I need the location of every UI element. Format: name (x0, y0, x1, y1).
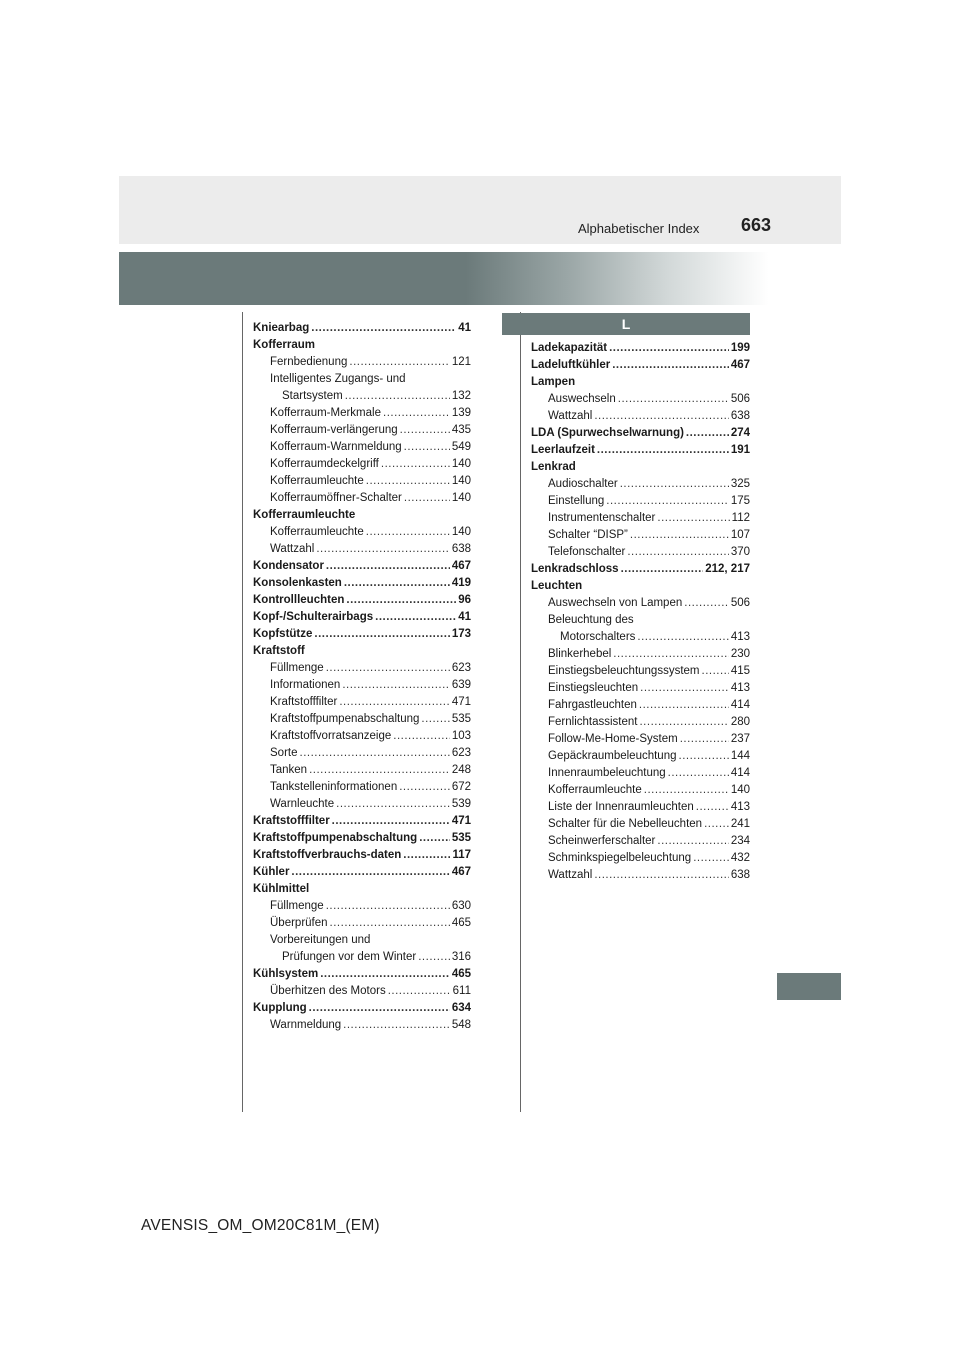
index-entry (253, 592, 471, 609)
entry-term: Einstiegsleuchten (548, 682, 639, 694)
entry-term: Kofferraum-Warnmeldung (270, 441, 402, 453)
entry-term: Liste der Innenraumleuchten (548, 801, 694, 813)
entry-term: Kondensator (253, 560, 324, 572)
entry-term: Kofferraumöffner-Schalter (270, 492, 402, 504)
entry-page-link[interactable]: 639 (451, 679, 471, 691)
dot-leader (612, 357, 729, 374)
dot-leader (291, 864, 449, 881)
dot-leader (620, 476, 729, 493)
index-entry (253, 609, 471, 626)
dot-leader (339, 694, 449, 711)
dot-leader (644, 782, 729, 799)
dot-leader (597, 442, 729, 459)
index-entry (253, 320, 471, 337)
index-entry (531, 544, 750, 561)
index-entry (253, 762, 471, 779)
entry-page-link[interactable]: 471 (451, 696, 471, 708)
entry-term: Gepäckraumbeleuchtung (548, 750, 677, 762)
entry-page-link[interactable]: 316 (451, 951, 471, 963)
entry-page-link[interactable]: 121 (451, 356, 471, 368)
entry-term: Intelligentes Zugangs- und (270, 373, 406, 385)
index-entry (531, 850, 750, 867)
index-entry (253, 966, 471, 983)
entry-page-link[interactable]: 280 (730, 716, 750, 728)
index-entry (253, 337, 471, 354)
index-entry (253, 694, 471, 711)
entry-page-link[interactable]: 638 (451, 543, 471, 555)
dot-leader (419, 830, 450, 847)
entry-term: Kühler (253, 866, 290, 878)
entry-term: Kraftstofffilter (270, 696, 338, 708)
entry-term: Kraftstoffvorratsanzeige (270, 730, 392, 742)
index-entry (253, 728, 471, 745)
dot-leader (400, 422, 450, 439)
entry-page-link[interactable]: 413 (730, 801, 750, 813)
entry-page-link[interactable]: 432 (730, 852, 750, 864)
dot-leader (679, 748, 729, 765)
index-entry (253, 388, 471, 405)
entry-page-link[interactable]: 325 (730, 478, 750, 490)
column-divider-left (242, 312, 243, 1112)
column-divider-middle (520, 312, 521, 1112)
entry-page-link[interactable]: 237 (730, 733, 750, 745)
dot-leader (320, 966, 450, 983)
index-entry (531, 748, 750, 765)
index-entry (253, 1017, 471, 1034)
entry-page-link[interactable]: 173 (451, 628, 471, 640)
entry-page-link[interactable]: 419 (451, 577, 471, 589)
index-entry (531, 867, 750, 884)
index-entry (253, 643, 471, 660)
entry-page-link[interactable]: 96 (458, 594, 471, 606)
entry-term: Tanken (270, 764, 308, 776)
dot-leader (314, 626, 449, 643)
index-entry (531, 442, 750, 459)
entry-term: Fernbedienung (270, 356, 348, 368)
index-entry (253, 847, 471, 864)
index-entry (531, 391, 750, 408)
entry-term: Informationen (270, 679, 341, 691)
dot-leader (621, 561, 704, 578)
index-entry (531, 493, 750, 510)
entry-term: Kopfstütze (253, 628, 313, 640)
index-entry (253, 541, 471, 558)
dot-leader (640, 680, 729, 697)
entry-term: Follow-Me-Home-System (548, 733, 678, 745)
dot-leader (657, 510, 729, 527)
dot-leader (343, 1017, 450, 1034)
entry-page-link[interactable]: 140 (451, 475, 471, 487)
index-entry (253, 711, 471, 728)
dot-leader (375, 609, 456, 626)
entry-page-link[interactable]: 638 (730, 410, 750, 422)
entry-page-link[interactable]: 467 (730, 359, 750, 371)
entry-term: Fahrgastleuchten (548, 699, 637, 711)
entry-term: Einstellung (548, 495, 605, 507)
dot-leader (326, 558, 450, 575)
entry-term: Wattzahl (548, 410, 593, 422)
entry-page-link[interactable]: 103 (451, 730, 471, 742)
entry-term: Instrumentenschalter (548, 512, 656, 524)
index-entry (253, 575, 471, 592)
entry-term: Schminkspiegelbeleuchtung (548, 852, 692, 864)
entry-page-link[interactable]: 41 (458, 322, 471, 334)
index-entry (531, 408, 750, 425)
entry-page-link[interactable]: 535 (451, 832, 471, 844)
index-entry (253, 745, 471, 762)
index-entry (531, 357, 750, 374)
entry-term: Füllmenge (270, 662, 324, 674)
dot-leader (404, 439, 450, 456)
dot-leader (342, 677, 449, 694)
entry-page-link[interactable]: 241 (730, 818, 750, 830)
entry-term: Schalter “DISP” (548, 529, 628, 541)
index-entry (253, 660, 471, 677)
dot-leader (704, 816, 729, 833)
index-entry (531, 697, 750, 714)
dot-leader (366, 524, 450, 541)
entry-page-link[interactable]: 465 (451, 968, 471, 980)
entry-term: Motorschalters (560, 631, 636, 643)
entry-term: Warnleuchte (270, 798, 335, 810)
index-entry (253, 864, 471, 881)
dot-leader (366, 473, 450, 490)
dot-leader (393, 728, 450, 745)
index-entry (253, 626, 471, 643)
index-entry (253, 813, 471, 830)
entry-term: Scheinwerferschalter (548, 835, 656, 847)
entry-page-link[interactable]: 234 (730, 835, 750, 847)
thumb-index-tab[interactable] (777, 973, 841, 1000)
entry-term: Auswechseln (548, 393, 616, 405)
index-column-left (253, 320, 471, 1034)
entry-term: Überprüfen (270, 917, 328, 929)
entry-term: Fernlichtassistent (548, 716, 638, 728)
entry-page-link[interactable]: 144 (730, 750, 750, 762)
entry-term: Startsystem (282, 390, 343, 402)
entry-page-link[interactable]: 535 (451, 713, 471, 725)
index-entry (253, 677, 471, 694)
dot-leader (418, 949, 450, 966)
entry-term: Leuchten (531, 580, 583, 592)
index-entry (531, 765, 750, 782)
entry-term: Prüfungen vor dem Winter (282, 951, 417, 963)
entry-term: Lampen (531, 376, 576, 388)
dot-leader (349, 354, 449, 371)
index-column-right (531, 340, 750, 884)
index-entry (531, 663, 750, 680)
index-entry (531, 680, 750, 697)
header-bar (119, 176, 841, 244)
dot-leader (403, 847, 450, 864)
index-entry (531, 578, 750, 595)
entry-page-link[interactable]: 548 (451, 1019, 471, 1031)
index-entry (253, 354, 471, 371)
entry-term: Kontrollleuchten (253, 594, 345, 606)
entry-term: Leerlaufzeit (531, 444, 595, 456)
index-entry (531, 340, 750, 357)
entry-term: Warnmeldung (270, 1019, 342, 1031)
index-entry (253, 830, 471, 847)
entry-term: Kraftstofffilter (253, 815, 330, 827)
entry-page-link[interactable]: 191 (730, 444, 750, 456)
index-entry (253, 490, 471, 507)
entry-term: Kühlsystem (253, 968, 319, 980)
dot-leader (332, 813, 450, 830)
entry-term: Kofferraum-verlängerung (270, 424, 398, 436)
dot-leader (326, 660, 450, 677)
entry-page-link[interactable]: 132 (451, 390, 471, 402)
entry-term: Vorbereitungen und (270, 934, 371, 946)
dot-leader (637, 629, 728, 646)
entry-term: Blinkerhebel (548, 648, 612, 660)
dot-leader (684, 595, 729, 612)
entry-page-link[interactable]: 435 (451, 424, 471, 436)
entry-term: Schalter für die Nebelleuchten (548, 818, 703, 830)
entry-term: Ladekapazität (531, 342, 608, 354)
entry-term: Kraftstoffverbrauchs-daten (253, 849, 402, 861)
dot-leader (613, 646, 729, 663)
index-entry (531, 731, 750, 748)
entry-term: Kofferraumleuchte (548, 784, 642, 796)
index-entry (253, 779, 471, 796)
entry-page-link[interactable]: 139 (451, 407, 471, 419)
entry-page-link[interactable]: 471 (451, 815, 471, 827)
entry-page-link[interactable]: 465 (451, 917, 471, 929)
index-entry (531, 612, 750, 629)
entry-page-link[interactable]: 117 (452, 849, 471, 861)
dot-leader (594, 867, 729, 884)
index-entry (253, 524, 471, 541)
dot-leader (383, 405, 450, 422)
entry-page-link[interactable]: 467 (451, 866, 471, 878)
index-entry (531, 510, 750, 527)
dot-leader (421, 711, 449, 728)
index-entry (531, 629, 750, 646)
dot-leader (388, 983, 451, 1000)
dot-leader (686, 425, 729, 442)
entry-term: Lenkrad (531, 461, 576, 473)
entry-page-link[interactable]: 41 (458, 611, 471, 623)
index-entry (253, 507, 471, 524)
entry-term: Kopf-/Schulterairbags (253, 611, 374, 623)
dot-leader (300, 745, 450, 762)
entry-term: Einstiegsbeleuchtungssystem (548, 665, 700, 677)
entry-page-link[interactable]: 230 (730, 648, 750, 660)
index-entry (253, 456, 471, 473)
entry-page-link[interactable]: 611 (452, 985, 471, 997)
dot-leader (627, 544, 728, 561)
entry-page-link[interactable]: 467 (451, 560, 471, 572)
index-entry (531, 527, 750, 544)
entry-page-link[interactable]: 623 (451, 747, 471, 759)
dot-leader (399, 779, 450, 796)
entry-term: Kofferraumdeckelgriff (270, 458, 379, 470)
entry-page-link[interactable]: 107 (730, 529, 750, 541)
dot-leader (668, 765, 729, 782)
dot-leader (346, 592, 456, 609)
index-entry (253, 949, 471, 966)
entry-page-link[interactable]: 634 (451, 1002, 471, 1014)
index-entry (253, 932, 471, 949)
dot-leader (696, 799, 729, 816)
index-entry (253, 881, 471, 898)
entry-term: Auswechseln von Lampen (548, 597, 683, 609)
dot-leader (309, 1000, 450, 1017)
index-entry (531, 459, 750, 476)
index-entry (531, 833, 750, 850)
dot-leader (693, 850, 729, 867)
index-entry (253, 915, 471, 932)
entry-page-link[interactable]: 549 (451, 441, 471, 453)
entry-page-link[interactable]: 140 (451, 526, 471, 538)
index-entry (253, 405, 471, 422)
entry-term: Konsolenkasten (253, 577, 342, 589)
index-entry (253, 898, 471, 915)
entry-term: Wattzahl (270, 543, 315, 555)
dot-leader (594, 408, 729, 425)
index-entry (531, 476, 750, 493)
index-entry (253, 439, 471, 456)
dot-leader (309, 762, 450, 779)
entry-term: Kraftstoffpumpenabschaltung (270, 713, 420, 725)
index-entry (531, 782, 750, 799)
entry-page-link[interactable]: 413 (730, 631, 750, 643)
dot-leader (316, 541, 450, 558)
entry-page-link[interactable]: 413 (730, 682, 750, 694)
entry-page-link[interactable]: 414 (730, 699, 750, 711)
entry-term: Füllmenge (270, 900, 324, 912)
dot-leader (311, 320, 456, 337)
entry-term: Sorte (270, 747, 298, 759)
entry-page-link[interactable]: 672 (451, 781, 471, 793)
dot-leader (657, 833, 728, 850)
dot-leader (609, 340, 729, 357)
dot-leader (680, 731, 729, 748)
dot-leader (381, 456, 450, 473)
index-entry (253, 983, 471, 1000)
page-number: 663 (741, 215, 772, 235)
entry-term: Audioschalter (548, 478, 618, 490)
dot-leader (404, 490, 450, 507)
index-entry (253, 796, 471, 813)
entry-term: Kupplung (253, 1002, 307, 1014)
index-entry (531, 646, 750, 663)
entry-page-link[interactable]: 248 (451, 764, 471, 776)
index-entry (531, 799, 750, 816)
entry-term: Kniearbag (253, 322, 310, 334)
entry-page-link[interactable]: 140 (451, 458, 471, 470)
entry-term: Kofferraumleuchte (270, 475, 364, 487)
entry-term: Kofferraumleuchte (253, 509, 356, 521)
index-entry (253, 371, 471, 388)
dot-leader (630, 527, 729, 544)
entry-page-link[interactable]: 414 (730, 767, 750, 779)
entry-page-link[interactable]: 140 (451, 492, 471, 504)
entry-term: Telefonschalter (548, 546, 626, 558)
entry-term: Lenkradschloss (531, 563, 619, 575)
entry-page-link[interactable]: 175 (730, 495, 750, 507)
dot-leader (330, 915, 450, 932)
entry-term: Innenraumbeleuchtung (548, 767, 666, 779)
index-entry (531, 595, 750, 612)
entry-page-link[interactable]: 539 (451, 798, 471, 810)
entry-term: Kofferraum-Merkmale (270, 407, 381, 419)
entry-term: LDA (Spurwechselwarnung) (531, 427, 684, 439)
index-entry (253, 1000, 471, 1017)
dot-leader (702, 663, 729, 680)
entry-term: Kühlmittel (253, 883, 310, 895)
index-entry (531, 816, 750, 833)
dot-leader (336, 796, 450, 813)
entry-term: Beleuchtung des (548, 614, 634, 626)
index-entry (531, 561, 750, 578)
entry-term: Überhitzen des Motors (270, 985, 386, 997)
entry-term: Tankstelleninformationen (270, 781, 398, 793)
index-entry (253, 558, 471, 575)
dot-leader (618, 391, 729, 408)
document-code: AVENSIS_OM_OM20C81M_(EM) (141, 1217, 380, 1234)
dot-leader (345, 388, 450, 405)
index-entry (531, 714, 750, 731)
entry-page-link[interactable]: 112 (731, 512, 750, 524)
entry-page-link[interactable]: 506 (730, 393, 750, 405)
entry-page-link[interactable]: 140 (730, 784, 750, 796)
entry-term: Kofferraum (253, 339, 315, 351)
entry-page-link[interactable]: 506 (730, 597, 750, 609)
index-entry (531, 425, 750, 442)
entry-page-link[interactable]: 199 (730, 342, 750, 354)
index-entry (253, 473, 471, 490)
entry-page-link[interactable]: 638 (730, 869, 750, 881)
entry-term: Kofferraumleuchte (270, 526, 364, 538)
dot-leader (344, 575, 450, 592)
entry-term: Kraftstoffpumpenabschaltung (253, 832, 418, 844)
letter-heading: L (502, 313, 750, 335)
dot-leader (639, 714, 728, 731)
entry-page-link[interactable]: 212, 217 (705, 563, 750, 575)
entry-page-link[interactable]: 274 (730, 427, 750, 439)
entry-page-link[interactable]: 623 (451, 662, 471, 674)
entry-term: Ladeluftkühler (531, 359, 611, 371)
entry-page-link[interactable]: 415 (730, 665, 750, 677)
entry-term: Wattzahl (548, 869, 593, 881)
entry-page-link[interactable]: 630 (451, 900, 471, 912)
dot-leader (326, 898, 450, 915)
dot-leader (639, 697, 729, 714)
index-entry (531, 374, 750, 391)
entry-term: Kraftstoff (253, 645, 305, 657)
decorative-band (119, 252, 841, 305)
section-title: Alphabetischer Index (578, 221, 700, 236)
entry-page-link[interactable]: 370 (730, 546, 750, 558)
index-entry (253, 422, 471, 439)
dot-leader (606, 493, 729, 510)
